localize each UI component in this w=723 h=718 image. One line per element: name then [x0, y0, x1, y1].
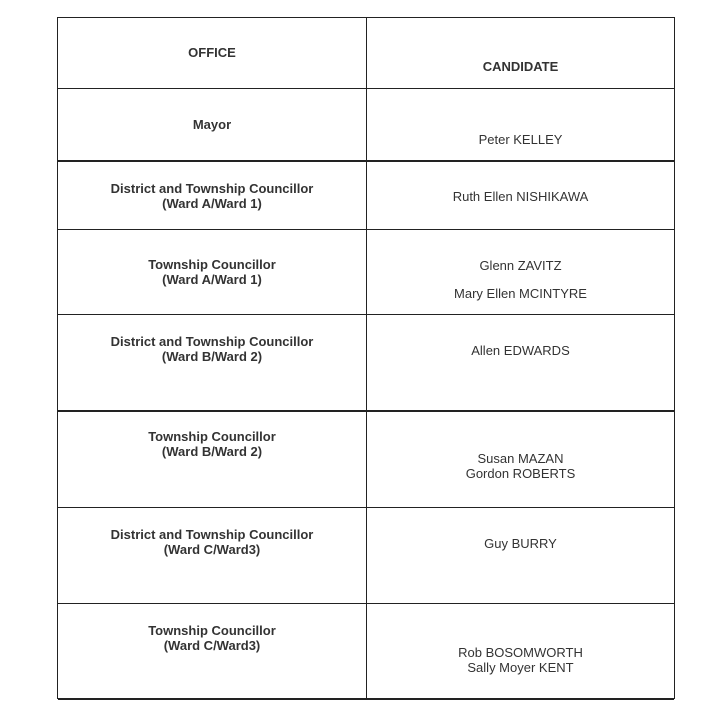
office-cell [58, 89, 367, 160]
table-row [58, 162, 674, 230]
office-cell [58, 230, 367, 314]
office-name: District and Township Councillor [110, 334, 314, 349]
table-row [58, 604, 674, 700]
candidate-name: Sally Moyer KENT [467, 660, 574, 675]
office-ward: (Ward C/Ward3) [163, 638, 261, 653]
office-name: District and Township Councillor [110, 527, 314, 542]
office-name: District and Township Councillor [110, 181, 314, 196]
candidate-cell [367, 315, 674, 410]
candidate-name: Peter KELLEY [478, 132, 563, 147]
candidate-name: Rob BOSOMWORTH [458, 645, 583, 660]
table-row [58, 89, 674, 162]
candidate-cell [367, 508, 674, 603]
office-column-header: OFFICE [188, 45, 236, 60]
table-row [58, 315, 674, 412]
office-ward: (Ward B/Ward 2) [161, 444, 263, 459]
office-ward: (Ward C/Ward3) [163, 542, 261, 557]
candidate-name: Ruth Ellen NISHIKAWA [452, 189, 589, 204]
office-name: Mayor [192, 117, 232, 132]
table-row [58, 230, 674, 315]
candidate-cell [367, 604, 674, 698]
office-name: Township Councillor [148, 257, 276, 272]
candidate-cell [367, 412, 674, 507]
office-cell [58, 162, 367, 229]
office-ward: (Ward A/Ward 1) [162, 196, 262, 211]
candidate-name: Glenn ZAVITZ [479, 258, 562, 273]
office-cell [58, 412, 367, 507]
office-ward: (Ward B/Ward 2) [161, 349, 263, 364]
candidate-name: Mary Ellen MCINTYRE [454, 286, 587, 301]
office-cell [58, 604, 367, 698]
office-cell [58, 508, 367, 603]
office-name: Township Councillor [148, 429, 276, 444]
table-row [58, 412, 674, 508]
candidate-name: Susan MAZAN [477, 451, 564, 466]
office-ward: (Ward A/Ward 1) [162, 272, 262, 287]
candidate-cell [367, 162, 674, 229]
candidate-header-cell [367, 18, 674, 88]
candidate-cell [367, 230, 674, 314]
office-name: Township Councillor [148, 623, 276, 638]
candidate-cell [367, 89, 674, 160]
table-row [58, 508, 674, 604]
candidate-table [57, 17, 675, 699]
office-cell [58, 315, 367, 410]
candidate-column-header: CANDIDATE [482, 59, 559, 74]
candidate-name: Gordon ROBERTS [465, 466, 576, 481]
office-header-cell [58, 18, 367, 88]
table-header-row [58, 18, 674, 89]
candidate-name: Guy BURRY [484, 536, 557, 551]
candidate-name: Allen EDWARDS [471, 343, 570, 358]
